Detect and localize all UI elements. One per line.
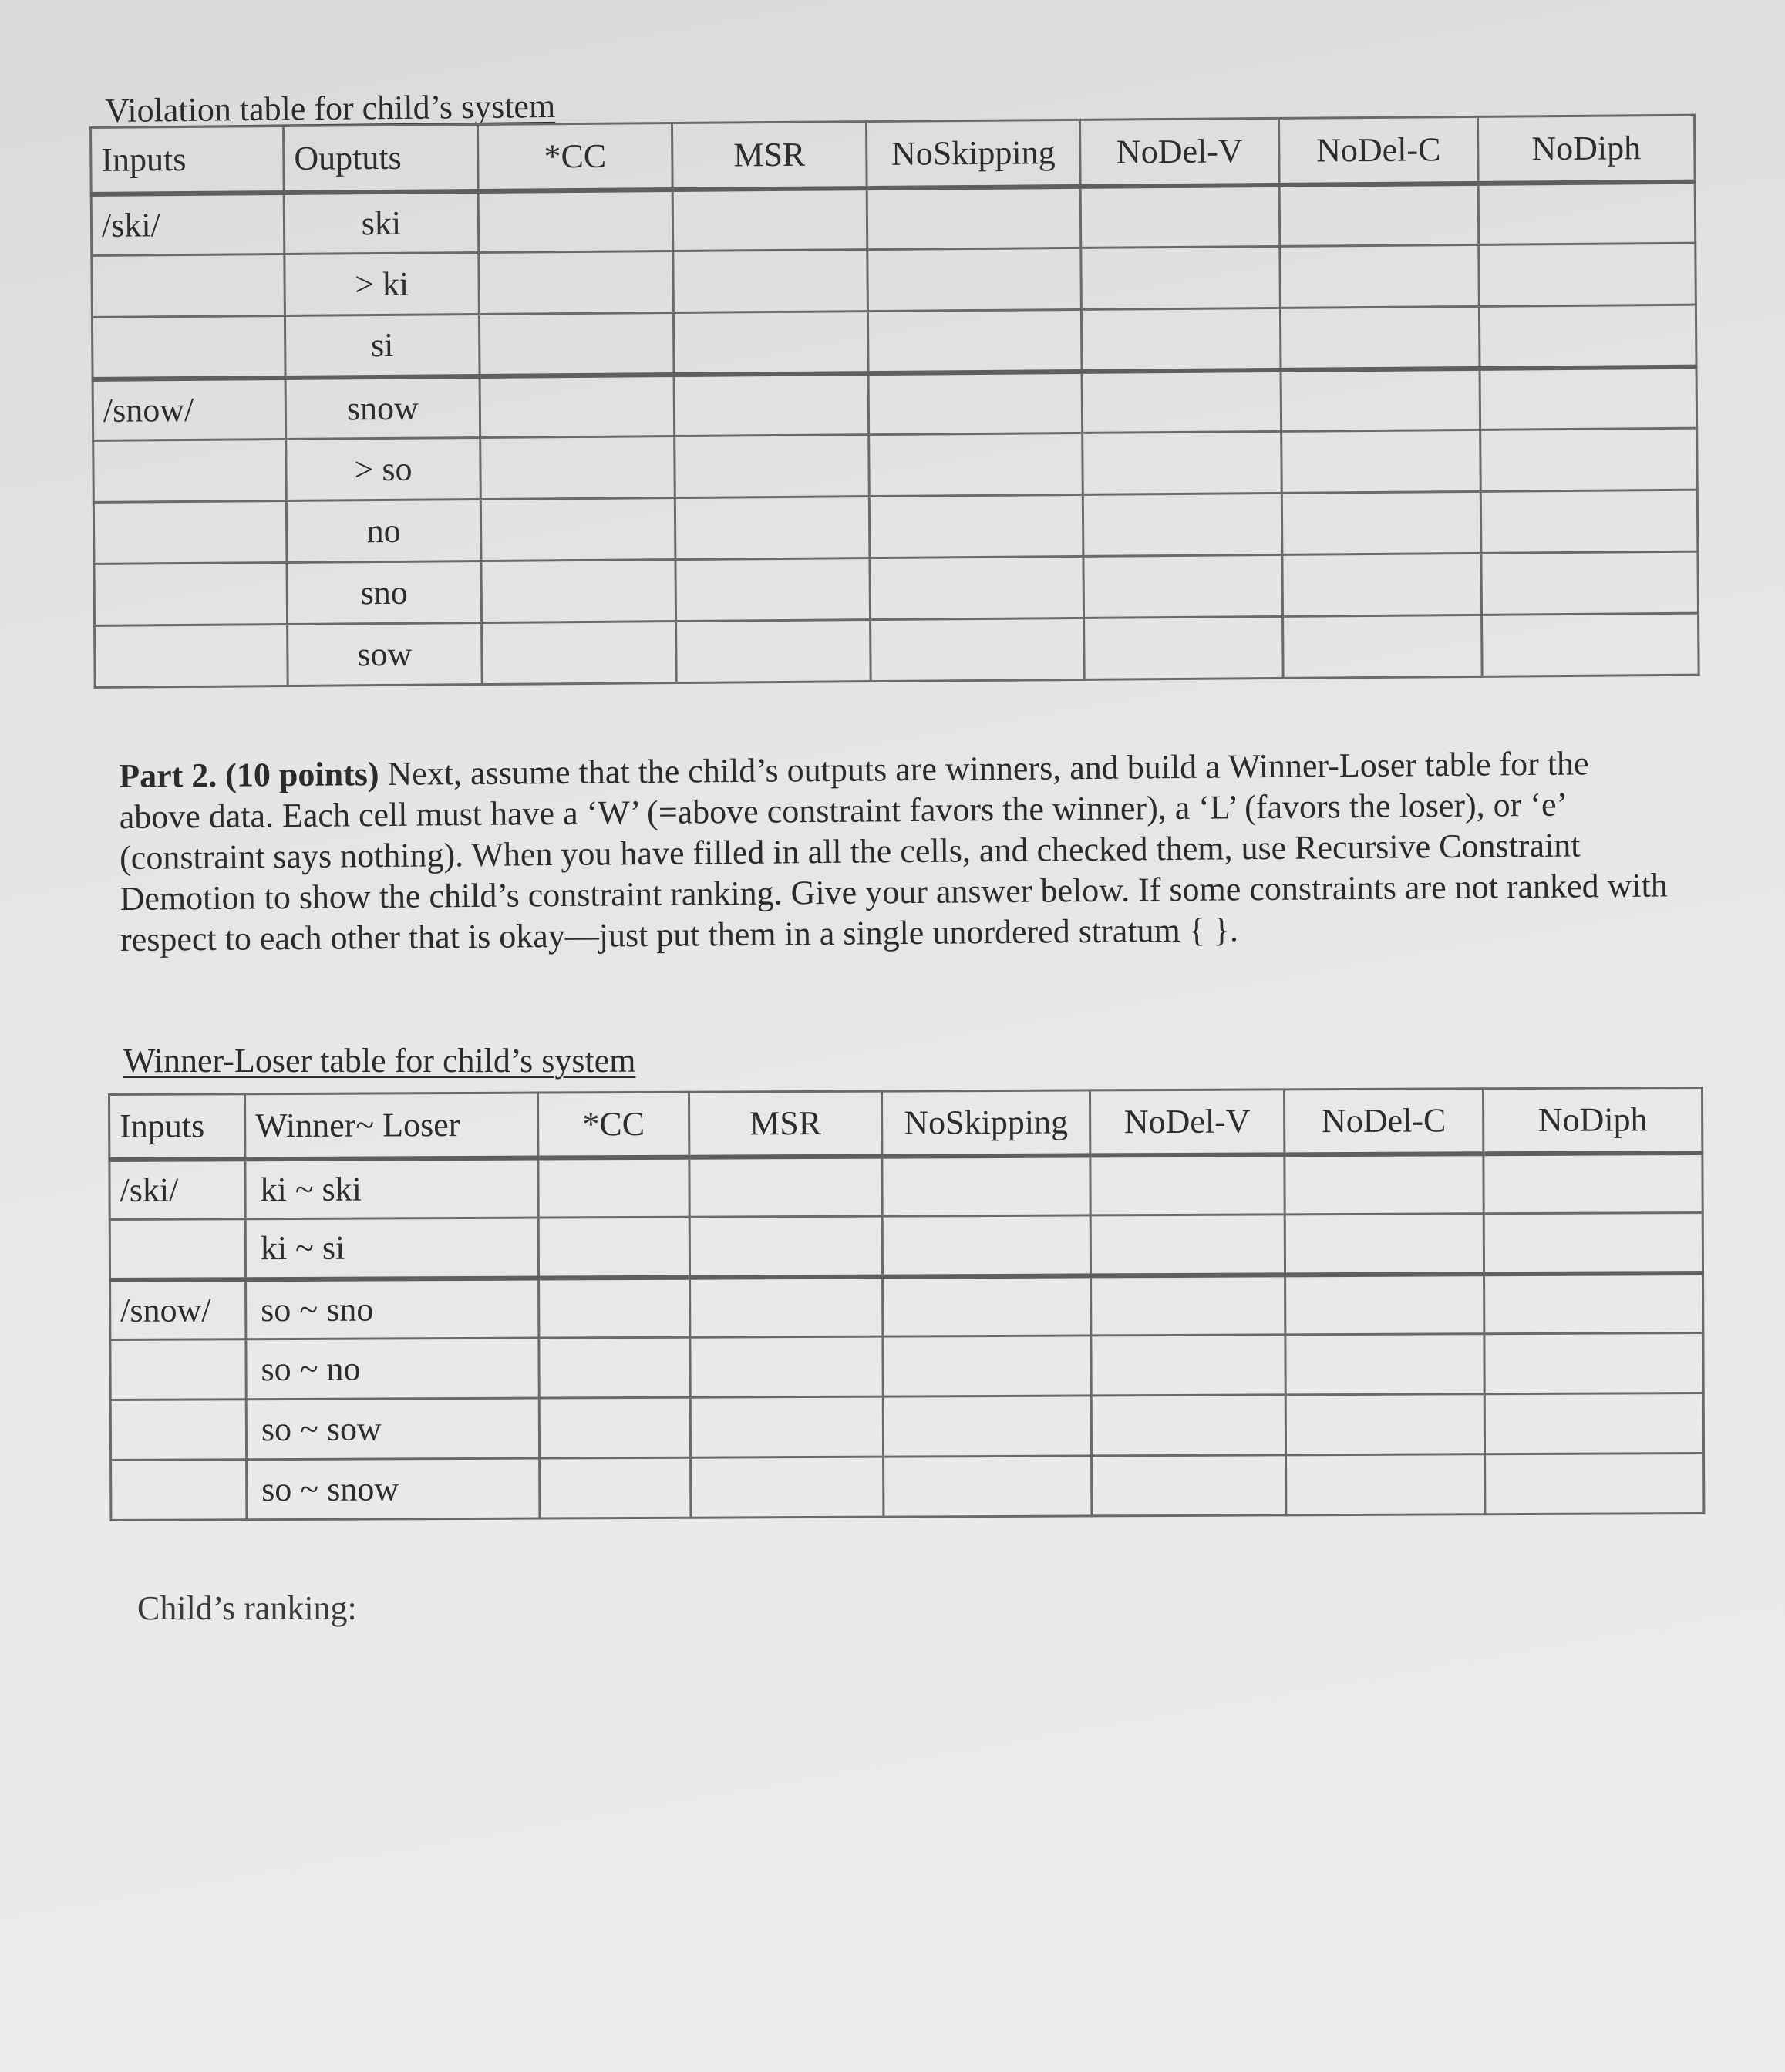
answer-cell[interactable] [1091, 1395, 1285, 1456]
header-nodel-v: NoDel-V [1079, 118, 1279, 186]
output-cell: si [285, 315, 480, 378]
header-cc: *CC [538, 1092, 689, 1157]
table-row [109, 1152, 1702, 1219]
answer-cell[interactable] [675, 435, 870, 498]
answer-cell[interactable] [1285, 1154, 1484, 1215]
answer-cell[interactable] [1286, 1454, 1485, 1515]
answer-cell[interactable] [1281, 491, 1481, 554]
header-inputs: Inputs [91, 126, 285, 194]
output-cell: ski [284, 191, 479, 254]
answer-cell[interactable] [673, 312, 868, 375]
winner-loser-cell: ki ~ ski [245, 1157, 538, 1219]
answer-cell[interactable] [1281, 430, 1481, 493]
answer-cell[interactable] [1484, 1212, 1702, 1273]
answer-cell[interactable] [690, 1336, 883, 1397]
part2-body: Next, assume that the child’s outputs are winners, and build a Winner-Loser table for the above data. Each cell must have a ‘W’ (=above constraint favors the winner), a ‘L’ (favors the loser), or ‘e’ (constraint says nothing). When you have filled in all the cells, and checked them, use Recursive Constraint Demotion to show the child’s constraint ranking. Give your answer below. If some constraints are not ranked with respect to each other that is okay—just put them in a single unordered stratum { }. [119, 744, 1669, 959]
header-noskipping: NoSkipping [881, 1090, 1090, 1156]
answer-cell[interactable] [1480, 428, 1698, 491]
answer-cell[interactable] [1090, 1215, 1285, 1275]
answer-cell[interactable] [1484, 1332, 1703, 1393]
header-nodel-c: NoDel-C [1284, 1089, 1483, 1154]
violation-table [89, 114, 1700, 689]
output-cell: sno [287, 561, 482, 625]
answer-cell[interactable] [1283, 615, 1483, 678]
ranking-label: Child’s ranking: [137, 1589, 357, 1627]
answer-cell[interactable] [689, 1216, 882, 1277]
input-cell [109, 1219, 245, 1280]
answer-cell[interactable] [1280, 244, 1480, 308]
answer-cell[interactable] [538, 1217, 689, 1278]
answer-cell[interactable] [883, 1275, 1091, 1336]
answer-cell[interactable] [1081, 308, 1281, 371]
output-cell: snow [285, 376, 480, 440]
answer-cell[interactable] [1484, 1152, 1702, 1213]
answer-cell[interactable] [1090, 1154, 1285, 1215]
header-noskipping: NoSkipping [866, 120, 1080, 187]
answer-cell[interactable] [883, 1396, 1091, 1457]
answer-cell[interactable] [540, 1457, 691, 1518]
answer-cell[interactable] [1285, 1334, 1484, 1395]
answer-cell[interactable] [539, 1277, 690, 1338]
output-cell: > so [286, 438, 481, 501]
wl-table-title: Winner-Loser table for child’s system [123, 1042, 636, 1080]
answer-cell[interactable] [675, 558, 871, 622]
violation-header-row [91, 115, 1696, 194]
table-row [110, 1272, 1703, 1339]
answer-cell[interactable] [1285, 1394, 1484, 1455]
answer-cell[interactable] [482, 622, 677, 685]
table-row [110, 1332, 1703, 1400]
answer-cell[interactable] [882, 1215, 1090, 1276]
winner-loser-cell: so ~ snow [247, 1458, 540, 1520]
answer-cell[interactable] [867, 309, 1082, 372]
answer-cell[interactable] [673, 250, 868, 313]
output-cell: no [286, 500, 481, 563]
input-cell [95, 625, 288, 688]
answer-cell[interactable] [1285, 1214, 1484, 1275]
answer-cell[interactable] [1081, 246, 1281, 309]
answer-cell[interactable] [867, 186, 1081, 249]
answer-cell[interactable] [674, 373, 869, 436]
answer-cell[interactable] [1479, 305, 1696, 368]
header-winner-loser: Winner~ Loser [245, 1093, 538, 1159]
input-cell [94, 563, 288, 626]
answer-cell[interactable] [1484, 1393, 1703, 1454]
input-cell [92, 316, 285, 379]
header-outputs: Ouptuts [284, 125, 479, 193]
answer-cell[interactable] [1280, 306, 1480, 369]
answer-cell[interactable] [1485, 1453, 1704, 1514]
answer-cell[interactable] [884, 1456, 1092, 1517]
input-cell: /ski/ [109, 1159, 245, 1220]
answer-cell[interactable] [1281, 368, 1480, 431]
answer-cell[interactable] [868, 371, 1083, 434]
answer-cell[interactable] [478, 190, 673, 253]
header-msr: MSR [689, 1091, 881, 1157]
header-nodel-c: NoDel-C [1278, 116, 1478, 184]
answer-cell[interactable] [480, 436, 675, 500]
violation-table-title: Violation table for child’s system [105, 86, 556, 130]
input-cell [111, 1460, 247, 1521]
header-nodel-v: NoDel-V [1090, 1090, 1284, 1155]
answer-cell[interactable] [869, 494, 1083, 558]
answer-cell[interactable] [1482, 613, 1699, 676]
input-cell: /snow/ [110, 1279, 246, 1340]
answer-cell[interactable] [479, 313, 674, 376]
input-cell: /ski/ [91, 193, 285, 256]
winner-loser-cell: so ~ sow [246, 1398, 539, 1460]
answer-cell[interactable] [689, 1156, 882, 1217]
answer-cell[interactable] [1084, 616, 1284, 679]
header-inputs: Inputs [109, 1094, 245, 1160]
answer-cell[interactable] [538, 1157, 689, 1218]
winner-loser-cell: so ~ sno [246, 1278, 539, 1339]
answer-cell[interactable] [869, 433, 1083, 496]
answer-cell[interactable] [676, 620, 871, 683]
answer-cell[interactable] [1083, 554, 1283, 618]
answer-cell[interactable] [690, 1396, 883, 1457]
winner-loser-cell: so ~ no [246, 1338, 539, 1400]
answer-cell[interactable] [690, 1276, 883, 1337]
winner-loser-table [108, 1087, 1705, 1521]
answer-cell[interactable] [871, 618, 1085, 681]
output-cell: > ki [285, 253, 480, 316]
answer-cell[interactable] [1480, 366, 1697, 430]
answer-cell[interactable] [1478, 181, 1696, 244]
winner-loser-cell: ki ~ si [245, 1218, 538, 1279]
answer-cell[interactable] [675, 497, 870, 560]
answer-cell[interactable] [1480, 490, 1698, 553]
answer-cell[interactable] [539, 1337, 690, 1398]
answer-cell[interactable] [1479, 243, 1696, 306]
answer-cell[interactable] [882, 1155, 1090, 1216]
header-nodiph: NoDiph [1477, 115, 1695, 183]
answer-cell[interactable] [479, 251, 674, 315]
header-msr: MSR [672, 122, 867, 190]
answer-cell[interactable] [481, 560, 676, 623]
header-cc: *CC [477, 123, 672, 191]
input-cell [93, 440, 287, 503]
answer-cell[interactable] [870, 556, 1084, 619]
table-row [111, 1453, 1704, 1520]
answer-cell[interactable] [1080, 184, 1280, 248]
answer-cell[interactable] [480, 498, 675, 561]
answer-cell[interactable] [480, 375, 675, 438]
input-cell [92, 254, 285, 318]
table-row [95, 613, 1699, 687]
answer-cell[interactable] [1285, 1274, 1484, 1335]
answer-cell[interactable] [1484, 1272, 1703, 1333]
answer-cell[interactable] [1091, 1335, 1285, 1396]
input-cell [93, 501, 287, 564]
output-cell: sow [288, 623, 483, 686]
answer-cell[interactable] [1092, 1455, 1286, 1516]
input-cell: /snow/ [93, 378, 286, 441]
answer-cell[interactable] [1091, 1275, 1285, 1336]
answer-cell[interactable] [672, 188, 867, 251]
table-row [109, 1212, 1702, 1279]
answer-cell[interactable] [1481, 551, 1699, 615]
answer-cell[interactable] [1082, 369, 1281, 433]
answer-cell[interactable] [883, 1336, 1091, 1396]
answer-cell[interactable] [1279, 183, 1479, 246]
input-cell [110, 1339, 246, 1400]
input-cell [110, 1400, 246, 1461]
table-row [110, 1393, 1703, 1460]
part2-instructions [119, 742, 1670, 960]
header-nodiph: NoDiph [1483, 1087, 1702, 1153]
answer-cell[interactable] [867, 248, 1082, 311]
answer-cell[interactable] [1282, 553, 1482, 616]
answer-cell[interactable] [691, 1457, 884, 1518]
answer-cell[interactable] [539, 1397, 690, 1458]
wl-header-row [109, 1087, 1702, 1159]
part2-heading: Part 2. (10 points) [119, 755, 379, 795]
answer-cell[interactable] [1083, 493, 1282, 556]
answer-cell[interactable] [1083, 431, 1282, 494]
